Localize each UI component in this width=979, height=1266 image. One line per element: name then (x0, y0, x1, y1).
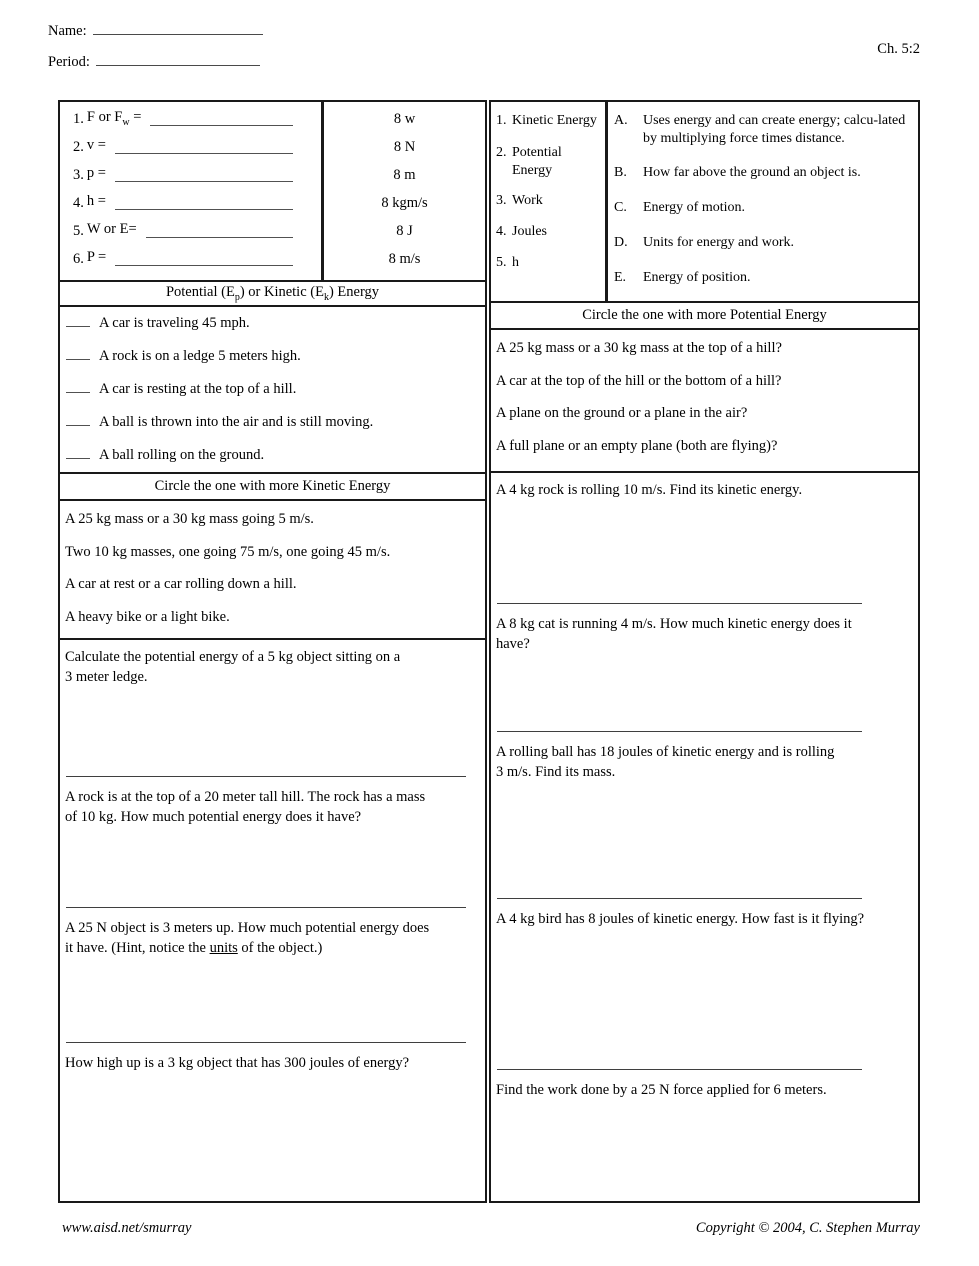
problem-text: Find the work done by a 25 N force applied for 6 meters. (496, 1082, 827, 1098)
formula-matching-section (60, 102, 485, 282)
formula-answer-blank (115, 181, 293, 182)
formula-label: W or E= (86, 221, 137, 238)
formula-list (60, 102, 324, 280)
problem-block (491, 1073, 918, 1201)
problem-text: A 25 N object is 3 meters up. How much potential energy does it have. (Hint, notice the units of the object.) (65, 920, 430, 956)
footer-url: www.aisd.net/smurray (62, 1220, 192, 1236)
vocab-term: 3. Work (496, 193, 543, 208)
answer-line (497, 603, 862, 604)
formula-item (73, 217, 321, 245)
problem-text: A rolling ball has 18 joules of kinetic energy and is rolling 3 m/s. Find its mass. (496, 744, 835, 780)
kinetic-statement: Two 10 kg masses, one going 75 m/s, one going 45 m/s. (65, 543, 391, 560)
kinetic-items (60, 501, 485, 640)
vocab-definition: C. Energy of motion. (614, 200, 746, 215)
formula-number: 3. (73, 167, 84, 183)
formula-number: 5. (73, 223, 84, 239)
period-blank (96, 53, 260, 66)
unit-option: 8 w (393, 111, 416, 127)
period-row (48, 53, 260, 71)
problem-text: A 4 kg bird has 8 joules of kinetic energy. How fast is it flying? (496, 911, 865, 927)
unit-option: 8 J (396, 223, 413, 239)
answer-blank (66, 447, 90, 459)
epek-section-header (60, 282, 485, 307)
answer-blank (66, 348, 90, 360)
left-problems (60, 640, 485, 1201)
kinetic-statement: A 25 kg mass or a 30 kg mass going 5 m/s. (65, 511, 314, 527)
name-label: Name: (48, 23, 87, 39)
formula-number: 6. (73, 251, 84, 267)
formula-answer-blank (115, 265, 293, 266)
problem-text: How high up is a 3 kg object that has 300 joules of energy? (65, 1055, 410, 1071)
answer-line (497, 898, 862, 899)
formula-label: h = (86, 193, 106, 210)
kinetic-statement: A heavy bike or a light bike. (65, 608, 230, 625)
formula-item (73, 105, 321, 133)
formula-label: F or $F_w$ = (86, 109, 142, 128)
epek-title: Potential $(E_p)$ or Kinetic $(E_k)$ Energy (165, 284, 380, 303)
answer-line (66, 1042, 466, 1043)
vocab-definition: E. Energy of position. (614, 270, 751, 285)
vocab-definition: B. How far above the ground an object is. (614, 165, 861, 180)
name-blank (93, 22, 263, 35)
epek-statement: A rock is on a ledge 5 meters high. (66, 347, 485, 366)
vocab-definition: D. Units for energy and work. (614, 235, 794, 250)
formula-label: p = (86, 165, 106, 182)
epek-statement: A ball is thrown into the air and is still moving. (66, 413, 485, 432)
problem-block (491, 607, 918, 735)
formula-number: 1. (73, 111, 84, 127)
vocab-term: 1. Kinetic Energy (496, 113, 597, 128)
formula-item (73, 245, 321, 273)
potential-statement: A car at the top of the hill or the bottom of a hill? (496, 372, 782, 389)
problem-block (60, 1046, 485, 1201)
formula-number: 2. (73, 139, 84, 155)
formula-item (73, 133, 321, 161)
name-row (48, 22, 263, 40)
vocab-term: 5. h (496, 255, 519, 270)
right-problems (491, 473, 918, 1201)
problem-block (491, 902, 918, 1073)
problem-text: A 4 kg rock is rolling 10 m/s. Find its kinetic energy. (496, 482, 803, 498)
problem-block (60, 780, 485, 911)
kinetic-statement: A car at rest or a car rolling down a hill. (65, 576, 297, 592)
potential-statement: A plane on the ground or a plane in the air? (496, 405, 748, 421)
right-column (489, 100, 920, 1203)
formula-answer-blank (150, 125, 293, 126)
unit-options (324, 102, 485, 280)
unit-option: 8 kgm/s (381, 195, 428, 211)
vocab-definition: A. Uses energy and can create energy; calcu-lated by multiplying force times distance. (614, 113, 906, 146)
epek-statement: A car is resting at the top of a hill. (66, 380, 485, 399)
epek-statement: A ball rolling on the ground. (66, 446, 485, 465)
formula-item (73, 161, 321, 189)
vocab-matching-section (491, 102, 918, 303)
underlined-word: units (209, 940, 238, 956)
problem-block (491, 473, 918, 607)
kinetic-section-header: Circle the one with more Kinetic Energy (60, 474, 485, 501)
unit-option: 8 m/s (388, 251, 421, 267)
answer-blank (66, 315, 90, 327)
unit-option: 8 m (393, 167, 416, 183)
formula-label: P = (86, 249, 107, 266)
chapter-label: Ch. 5:2 (877, 41, 920, 57)
answer-line (497, 731, 862, 732)
unit-option: 8 N (393, 139, 416, 155)
potential-items (491, 330, 918, 473)
epek-items (60, 307, 485, 474)
answer-line (497, 1069, 862, 1070)
answer-blank (66, 414, 90, 426)
period-label: Period: (48, 54, 90, 70)
answer-line (66, 907, 466, 908)
problem-text: A 8 kg cat is running 4 m/s. How much kinetic energy does it have? (496, 616, 852, 652)
left-column (58, 100, 487, 1203)
vocab-term: 4. Joules (496, 224, 547, 239)
problem-block (491, 735, 918, 902)
vocab-definitions (608, 102, 918, 301)
problem-text: A rock is at the top of a 20 meter tall hill. The rock has a mass of 10 kg. How much potential energy does it have? (65, 789, 426, 825)
potential-statement: A full plane or an empty plane (both are flying)? (496, 437, 778, 454)
answer-blank (66, 381, 90, 393)
problem-block (60, 640, 485, 780)
formula-item (73, 189, 321, 217)
epek-statement: A car is traveling 45 mph. (66, 314, 485, 333)
potential-statement: A 25 kg mass or a 30 kg mass at the top of a hill? (496, 340, 782, 356)
problem-text: Calculate the potential energy of a 5 kg object sitting on a 3 meter ledge. (65, 649, 401, 685)
problem-block (60, 911, 485, 1046)
answer-line (66, 776, 466, 777)
formula-answer-blank (115, 209, 293, 210)
formula-answer-blank (146, 237, 293, 238)
potential-section-header: Circle the one with more Potential Energy (491, 303, 918, 330)
formula-label: v = (86, 137, 106, 154)
footer-copyright: Copyright © 2004, C. Stephen Murray (695, 1220, 920, 1236)
vocab-term: 2. Potential Energy (496, 145, 562, 178)
formula-number: 4. (73, 195, 84, 211)
vocab-terms (491, 102, 608, 301)
formula-answer-blank (115, 153, 293, 154)
